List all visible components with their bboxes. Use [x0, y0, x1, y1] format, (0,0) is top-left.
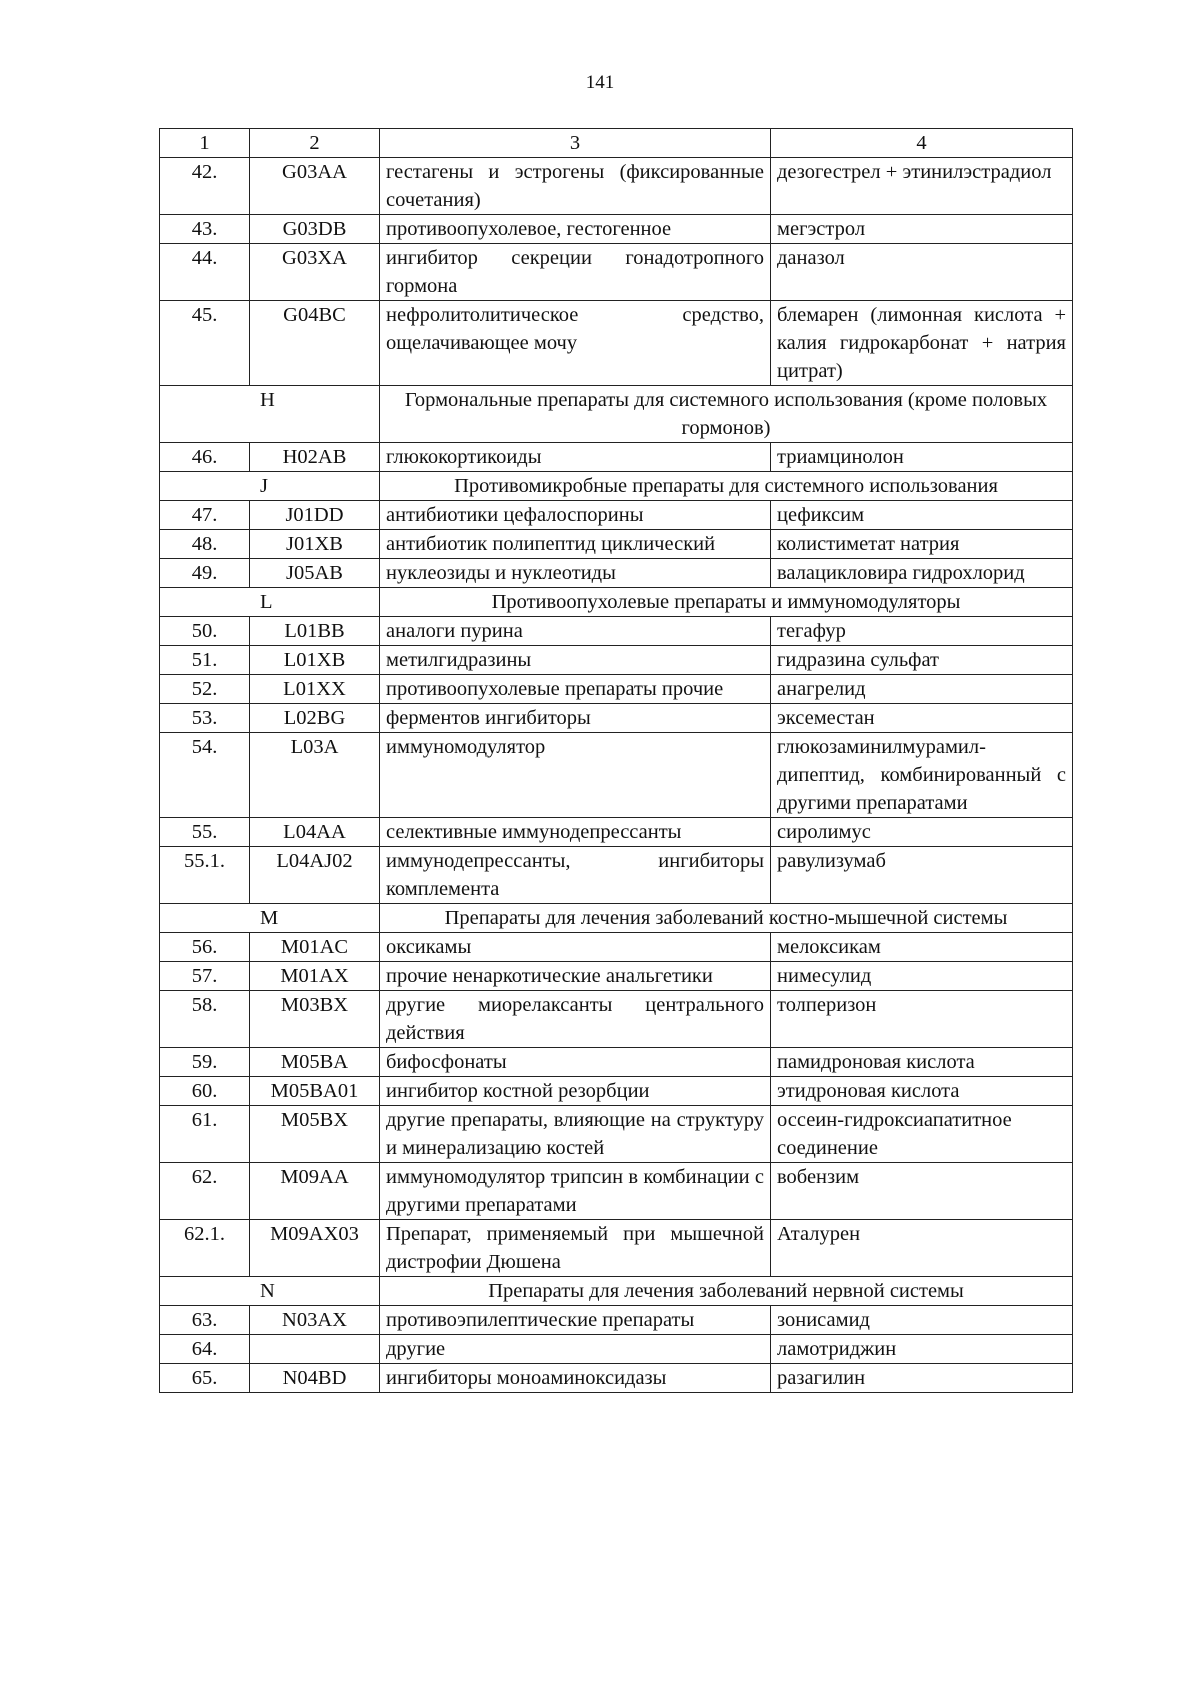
row-number: 59.	[160, 1048, 250, 1077]
section-row	[160, 588, 1073, 617]
row-number: 52.	[160, 675, 250, 704]
pharmacologic-group: гестагены и эстрогены (фиксированные сочетания)	[380, 158, 771, 215]
section-code: H	[160, 386, 380, 443]
drug-name: мелоксикам	[771, 933, 1073, 962]
row-number: 54.	[160, 733, 250, 818]
table-row	[160, 617, 1073, 646]
atc-code: M03BX	[250, 991, 380, 1048]
pharmacologic-group: селективные иммунодепрессанты	[380, 818, 771, 847]
pharmacologic-group: ферментов ингибиторы	[380, 704, 771, 733]
section-code: J	[160, 472, 380, 501]
pharmacologic-group: метилгидразины	[380, 646, 771, 675]
drug-name: триамцинолон	[771, 443, 1073, 472]
atc-code: M05BA01	[250, 1077, 380, 1106]
pharmacologic-group: противоопухолевые препараты прочие	[380, 675, 771, 704]
atc-code: J01XB	[250, 530, 380, 559]
section-row	[160, 472, 1073, 501]
drug-name: валацикловира гидрохлорид	[771, 559, 1073, 588]
row-number: 42.	[160, 158, 250, 215]
header-cell-2: 2	[250, 129, 380, 158]
atc-code: J05AB	[250, 559, 380, 588]
atc-code	[250, 1335, 380, 1364]
drug-name: зонисамид	[771, 1306, 1073, 1335]
atc-code: J01DD	[250, 501, 380, 530]
drug-name: гидразина сульфат	[771, 646, 1073, 675]
pharmacologic-group: иммуномодулятор	[380, 733, 771, 818]
table-row	[160, 1163, 1073, 1220]
row-number: 62.	[160, 1163, 250, 1220]
pharmacologic-group: прочие ненаркотические анальгетики	[380, 962, 771, 991]
table-row	[160, 1335, 1073, 1364]
pharmacologic-group: бифосфонаты	[380, 1048, 771, 1077]
atc-code: L01BB	[250, 617, 380, 646]
drug-name: толперизон	[771, 991, 1073, 1048]
drug-name: глюкозаминилмурамил-дипептид, комбинированный с другими препаратами	[771, 733, 1073, 818]
drug-name: сиролимус	[771, 818, 1073, 847]
drug-name: разагилин	[771, 1364, 1073, 1393]
row-number: 57.	[160, 962, 250, 991]
header-cell-1: 1	[160, 129, 250, 158]
row-number: 46.	[160, 443, 250, 472]
drug-name: цефиксим	[771, 501, 1073, 530]
row-number: 51.	[160, 646, 250, 675]
pharmacologic-group: ингибитор секреции гонадотропного гормона	[380, 244, 771, 301]
table-header-row	[160, 129, 1073, 158]
pharmacologic-group: Препарат, применяемый при мышечной дистрофии Дюшена	[380, 1220, 771, 1277]
table-row	[160, 301, 1073, 386]
section-row	[160, 904, 1073, 933]
table-row	[160, 1306, 1073, 1335]
drug-name: эксеместан	[771, 704, 1073, 733]
pharmacologic-group: противоопухолевое, гестогенное	[380, 215, 771, 244]
table-row	[160, 1077, 1073, 1106]
section-title: Препараты для лечения заболеваний нервной системы	[380, 1277, 1073, 1306]
drug-name: памидроновая кислота	[771, 1048, 1073, 1077]
row-number: 49.	[160, 559, 250, 588]
pharmacologic-group: антибиотики цефалоспорины	[380, 501, 771, 530]
drug-name: оссеин-гидроксиапатитное соединение	[771, 1106, 1073, 1163]
drug-name: вобензим	[771, 1163, 1073, 1220]
table-row	[160, 501, 1073, 530]
pharmacologic-group: иммуномодулятор трипсин в комбинации с другими препаратами	[380, 1163, 771, 1220]
section-row	[160, 386, 1073, 443]
pharmacologic-group: аналоги пурина	[380, 617, 771, 646]
atc-code: M05BX	[250, 1106, 380, 1163]
pharmacologic-group: оксикамы	[380, 933, 771, 962]
table-row	[160, 1048, 1073, 1077]
atc-code: G03AA	[250, 158, 380, 215]
table-row	[160, 675, 1073, 704]
atc-code: N03AX	[250, 1306, 380, 1335]
drug-name: нимесулид	[771, 962, 1073, 991]
row-number: 44.	[160, 244, 250, 301]
header-cell-3: 3	[380, 129, 771, 158]
atc-code: G03DB	[250, 215, 380, 244]
row-number: 55.	[160, 818, 250, 847]
row-number: 63.	[160, 1306, 250, 1335]
table-row	[160, 847, 1073, 904]
atc-code: L02BG	[250, 704, 380, 733]
pharmacologic-group: нефролитолитическое средство, ощелачивающее мочу	[380, 301, 771, 386]
row-number: 43.	[160, 215, 250, 244]
table-row	[160, 704, 1073, 733]
pharmacologic-group: другие	[380, 1335, 771, 1364]
drug-name: блемарен (лимонная кислота + калия гидрокарбонат + натрия цитрат)	[771, 301, 1073, 386]
atc-code: M01AX	[250, 962, 380, 991]
row-number: 64.	[160, 1335, 250, 1364]
row-number: 60.	[160, 1077, 250, 1106]
table-row	[160, 646, 1073, 675]
atc-code: M05BA	[250, 1048, 380, 1077]
table-row	[160, 215, 1073, 244]
atc-code: L04AA	[250, 818, 380, 847]
section-code: L	[160, 588, 380, 617]
page-number: 141	[585, 72, 615, 93]
drug-name: дезогестрел + этинилэстрадиол	[771, 158, 1073, 215]
atc-code: G03XA	[250, 244, 380, 301]
section-title: Противоопухолевые препараты и иммуномодуляторы	[380, 588, 1073, 617]
row-number: 62.1.	[160, 1220, 250, 1277]
atc-code: G04BC	[250, 301, 380, 386]
table-row	[160, 530, 1073, 559]
row-number: 50.	[160, 617, 250, 646]
section-title: Противомикробные препараты для системного использования	[380, 472, 1073, 501]
pharmacologic-group: ингибиторы моноаминоксидазы	[380, 1364, 771, 1393]
atc-code: L01XX	[250, 675, 380, 704]
table-row	[160, 962, 1073, 991]
table-row	[160, 818, 1073, 847]
row-number: 56.	[160, 933, 250, 962]
section-code: N	[160, 1277, 380, 1306]
section-title: Гормональные препараты для системного использования (кроме половых гормонов)	[380, 386, 1073, 443]
pharmacologic-group: антибиотик полипептид циклический	[380, 530, 771, 559]
drug-name: тегафур	[771, 617, 1073, 646]
pharmacologic-group: другие препараты, влияющие на структуру и минерализацию костей	[380, 1106, 771, 1163]
table-row	[160, 1364, 1073, 1393]
table-row	[160, 559, 1073, 588]
section-title: Препараты для лечения заболеваний костно-мышечной системы	[380, 904, 1073, 933]
pharmacologic-group: ингибитор костной резорбции	[380, 1077, 771, 1106]
drug-name: ламотриджин	[771, 1335, 1073, 1364]
atc-code: L01XB	[250, 646, 380, 675]
pharmacologic-group: глюкокортикоиды	[380, 443, 771, 472]
atc-code: L03A	[250, 733, 380, 818]
row-number: 45.	[160, 301, 250, 386]
row-number: 58.	[160, 991, 250, 1048]
section-row	[160, 1277, 1073, 1306]
drug-table	[159, 128, 1073, 1393]
drug-name: Аталурен	[771, 1220, 1073, 1277]
drug-name: анагрелид	[771, 675, 1073, 704]
pharmacologic-group: противоэпилептические препараты	[380, 1306, 771, 1335]
atc-code: M09AX03	[250, 1220, 380, 1277]
row-number: 55.1.	[160, 847, 250, 904]
row-number: 53.	[160, 704, 250, 733]
table-row	[160, 244, 1073, 301]
drug-name: колистиметат натрия	[771, 530, 1073, 559]
table-row	[160, 1106, 1073, 1163]
table-row	[160, 1220, 1073, 1277]
table-row	[160, 733, 1073, 818]
pharmacologic-group: иммунодепрессанты, ингибиторы комплемента	[380, 847, 771, 904]
atc-code: L04AJ02	[250, 847, 380, 904]
table-row	[160, 991, 1073, 1048]
pharmacologic-group: другие миорелаксанты центрального действия	[380, 991, 771, 1048]
drug-name: даназол	[771, 244, 1073, 301]
drug-name: этидроновая кислота	[771, 1077, 1073, 1106]
atc-code: M01AC	[250, 933, 380, 962]
atc-code: M09AA	[250, 1163, 380, 1220]
atc-code: N04BD	[250, 1364, 380, 1393]
pharmacologic-group: нуклеозиды и нуклеотиды	[380, 559, 771, 588]
section-code: M	[160, 904, 380, 933]
row-number: 61.	[160, 1106, 250, 1163]
drug-name: мегэстрол	[771, 215, 1073, 244]
drug-name: равулизумаб	[771, 847, 1073, 904]
atc-code: H02AB	[250, 443, 380, 472]
row-number: 47.	[160, 501, 250, 530]
row-number: 48.	[160, 530, 250, 559]
table-row	[160, 933, 1073, 962]
table-row	[160, 443, 1073, 472]
row-number: 65.	[160, 1364, 250, 1393]
table-row	[160, 158, 1073, 215]
header-cell-4: 4	[771, 129, 1073, 158]
